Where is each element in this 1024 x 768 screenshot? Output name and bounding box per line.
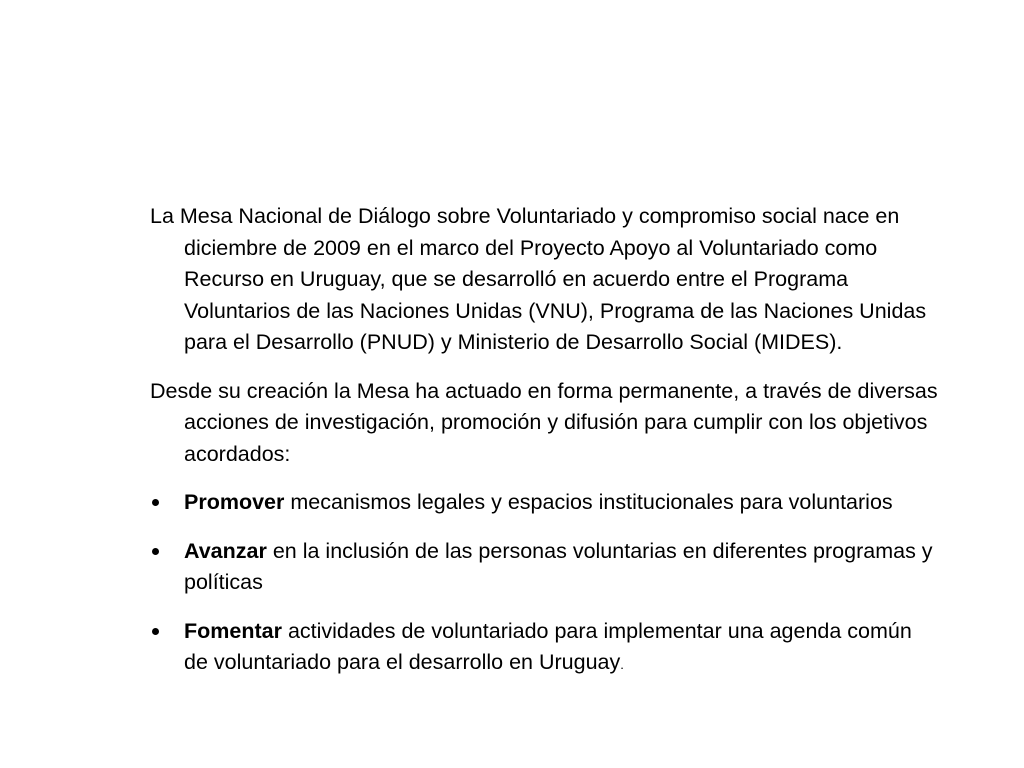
bullet-item-fomentar bbox=[150, 616, 940, 681]
bullet-lead: Promover bbox=[184, 490, 285, 514]
bullet-tail: . bbox=[620, 657, 624, 672]
bullet-dot-icon bbox=[152, 628, 159, 635]
bullet-text: en la inclusión de las personas voluntarias en diferentes programas y políticas bbox=[184, 538, 933, 594]
bullet-item-promover bbox=[150, 487, 940, 519]
intro-paragraph: La Mesa Nacional de Diálogo sobre Voluntariado y compromiso social nace en diciembre de 2009 en el marco del Proyecto Apoyo al Voluntariado como Recurso en Uruguay, que se desarrolló en acuerdo entre el Programa Voluntarios de las Naciones Unidas (VNU), Programa de las Naciones Unidas para el Desarrollo (PNUD) y Ministerio de Desarrollo Social (MIDES). bbox=[150, 204, 927, 354]
bullet-dot-icon bbox=[152, 548, 159, 555]
bullet-lead: Fomentar bbox=[184, 618, 282, 643]
slide-body bbox=[150, 201, 940, 698]
bullet-dot-icon bbox=[152, 499, 159, 506]
objectives-intro-paragraph: Desde su creación la Mesa ha actuado en forma permanente, a través de diversas acciones de investigación, promoción y difusión para cumplir con los objetivos acordados: bbox=[150, 378, 938, 466]
bullet-item-avanzar bbox=[150, 536, 940, 599]
bullet-text: mecanismos legales y espacios institucionales para voluntarios bbox=[284, 490, 893, 514]
bullet-text: actividades de voluntariado para implementar una agenda común de voluntariado para el desarrollo en Uruguay bbox=[184, 618, 912, 674]
bullet-lead: Avanzar bbox=[184, 538, 267, 563]
